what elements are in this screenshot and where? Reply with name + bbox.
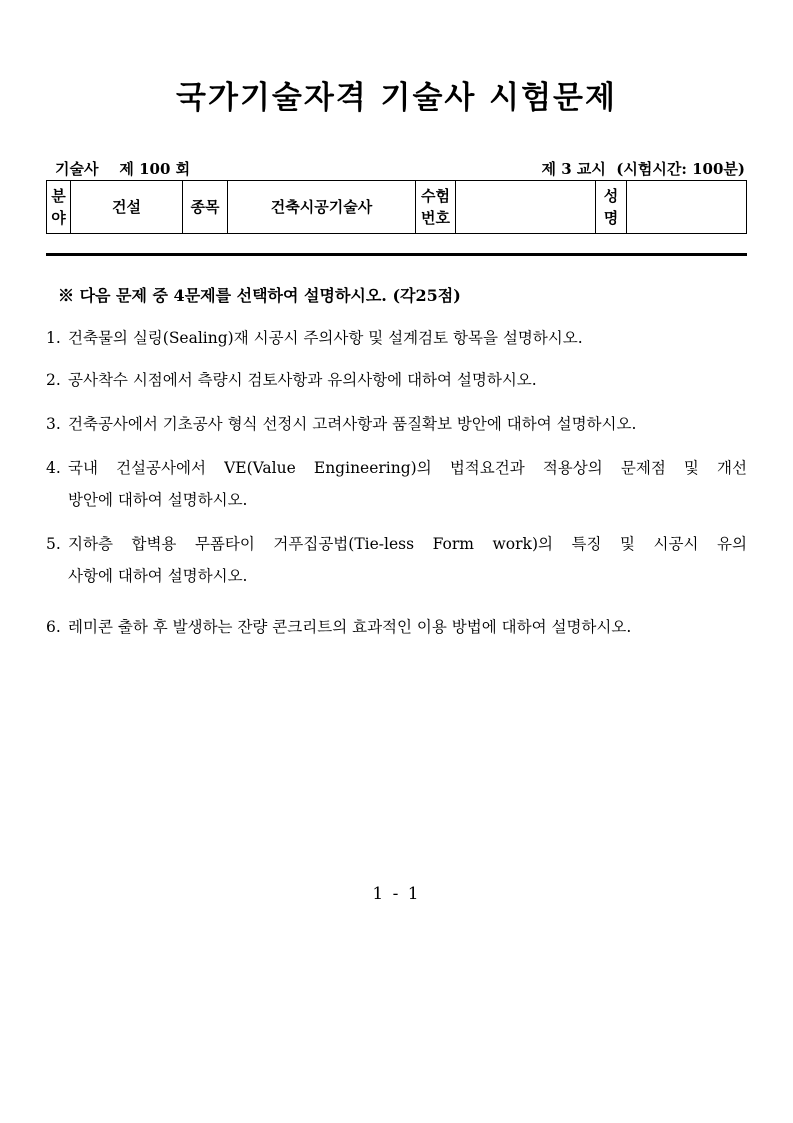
question-text-line2: 사항에 대하여 설명하시오. (68, 567, 248, 585)
name-label: 성 명 (596, 181, 627, 234)
question-item (46, 408, 747, 440)
question-text: 건축공사에서 기초공사 형식 선정시 고려사항과 품질확보 방안에 대하여 설명하시오. (68, 415, 637, 433)
name-field[interactable] (627, 181, 747, 234)
question-text-line1: 국내 건설공사에서 VE(Value Engineering)의 법적요건과 적용상의 문제점 및 개선 (68, 459, 747, 477)
exam-info-line (55, 158, 745, 180)
page-number: 1 - 1 (372, 884, 421, 904)
question-text: 건축물의 실링(Sealing)재 시공시 주의사항 및 설계검토 항목을 설명하시오. (68, 329, 583, 347)
question-item (46, 611, 747, 643)
field-value: 건설 (71, 181, 183, 234)
exam-category: 기술사 제 100 회 (55, 160, 191, 178)
question-text: 공사착수 시점에서 측량시 검토사항과 유의사항에 대하여 설명하시오. (68, 371, 537, 389)
question-text-line2: 방안에 대하여 설명하시오. (68, 491, 248, 509)
question-item (46, 528, 747, 592)
question-number: 5. (46, 535, 61, 553)
question-number: 6. (46, 618, 61, 636)
question-text: 레미콘 출하 후 발생하는 잔량 콘크리트의 효과적인 이용 방법에 대하여 설명하시오. (68, 618, 632, 636)
header-divider (46, 253, 747, 256)
instruction-text: ※ 다음 문제 중 4문제를 선택하여 설명하시오. (각25점) (58, 286, 461, 305)
exam-number-label: 수험 번호 (416, 181, 456, 234)
question-number: 4. (46, 459, 61, 477)
field-label: 분 야 (47, 181, 71, 234)
type-label: 종목 (183, 181, 228, 234)
exam-info-table (46, 180, 747, 234)
question-number: 2. (46, 371, 61, 389)
exam-title: 국가기술자격 기술사 시험문제 (176, 80, 617, 116)
question-number: 1. (46, 329, 61, 347)
question-item (46, 452, 747, 516)
question-number: 3. (46, 415, 61, 433)
question-text-line1: 지하층 합벽용 무폼타이 거푸집공법(Tie-less Form work)의 특징 및 시공시 유의 (68, 535, 747, 553)
question-item (46, 364, 747, 396)
exam-number-field[interactable] (456, 181, 596, 234)
question-item (46, 322, 747, 354)
type-value: 건축시공기술사 (228, 181, 416, 234)
exam-session: 제 3 교시 (시험시간: 100분) (541, 160, 745, 178)
